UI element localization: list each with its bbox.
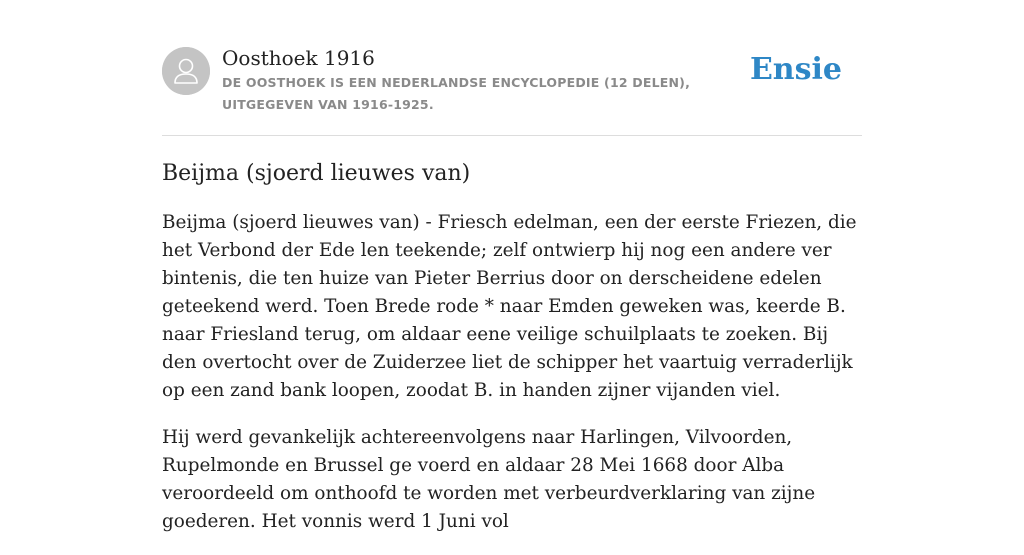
article-paragraph: Beijma (sjoerd lieuwes van) - Friesch edelman, een der eerste Friezen, die het Verbond der Ede len teekende; zelf ontwierp hij nog een andere ver bintenis, die ten huize van Pieter Berrius door on derscheidene edelen geteekend werd. Toen Brede rode * naar Emden geweken was, keerde B. naar Friesland terug, om aldaar eene veilige schuilplaats te zoeken. Bij den overtocht over de Zuiderzee liet de schipper het vaartuig verraderlijk op een zand bank loopen, zoodat B. in handen zijner vijanden viel. bbox=[162, 212, 857, 401]
source-title[interactable]: Oosthoek 1916 bbox=[222, 46, 375, 70]
header-divider bbox=[162, 135, 862, 136]
source-header bbox=[162, 40, 862, 136]
article bbox=[162, 158, 866, 555]
ensie-logo[interactable]: Ensie bbox=[749, 52, 842, 87]
article-title: Beijma (sjoerd lieuwes van) bbox=[162, 161, 471, 186]
article-paragraph: Hij werd gevankelijk achtereenvolgens naar Harlingen, Vilvoorden, Rupelmonde en Brussel ge voerd en aldaar 28 Mei 1668 door Alba veroordeeld om onthoofd te worden met verbeurdverklaring van zijne goederen. Het vonnis werd 1 Juni vol bbox=[162, 427, 816, 532]
source-description: DE OOSTHOEK IS EEN NEDERLANDSE ENCYCLOPEDIE (12 DELEN), UITGEGEVEN VAN 1916-1925. bbox=[222, 75, 691, 112]
user-avatar-icon[interactable] bbox=[162, 47, 210, 95]
